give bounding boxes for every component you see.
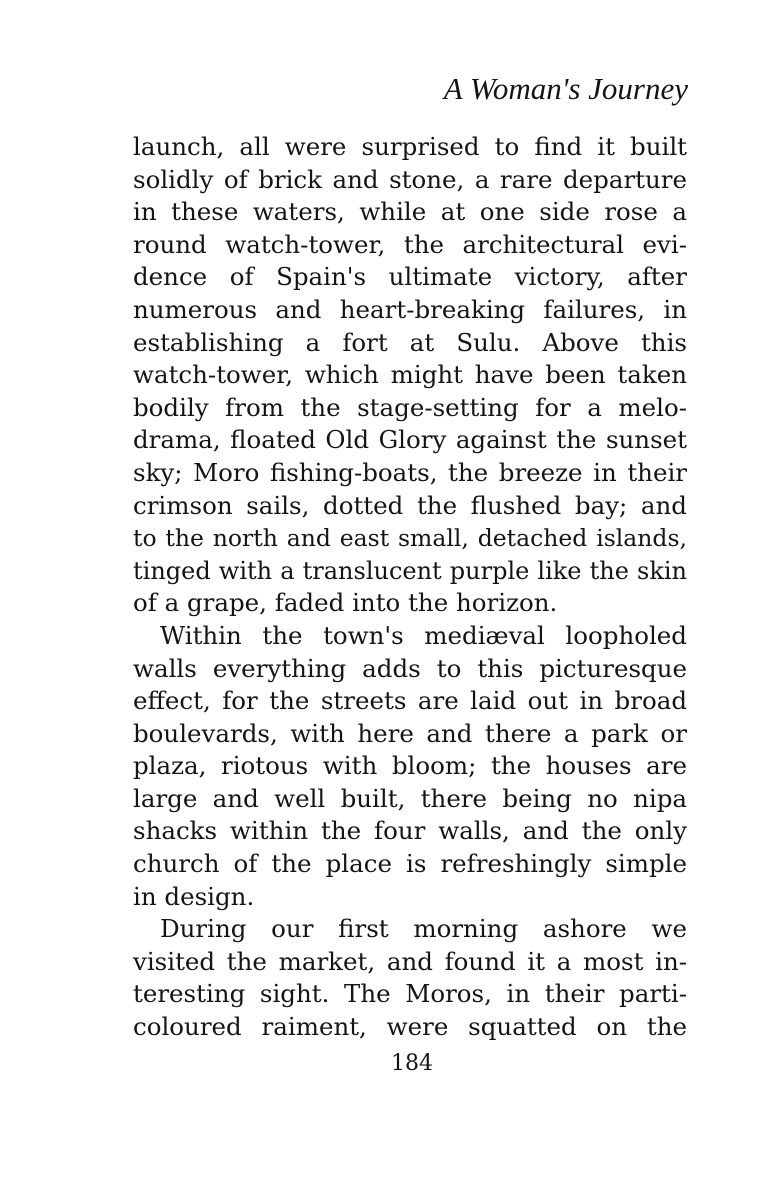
text-line: plaza, riotous with bloom; the houses are [133,751,687,781]
paragraph [133,620,687,913]
text-line: bodily from the stage-setting for a melo- [133,392,687,422]
text-line: visited the market, and found it a most in- [133,946,687,976]
text-line: in design. [133,881,255,911]
page-number: 184 [391,1051,433,1076]
text-line: coloured raiment, were squatted on the [133,1012,687,1042]
text-line: shacks within the four walls, and the only [133,816,687,846]
text-line: sky; Moro fishing-boats, the breeze in their [133,457,687,487]
text-line: boulevards, with here and there a park or [133,718,687,748]
text-line: launch, all were surprised to find it built [133,132,687,161]
paragraph [133,913,687,1043]
text-line: numerous and heart-breaking failures, in [133,294,687,324]
text-line: teresting sight. The Moros, in their parti- [133,979,687,1009]
body-text [133,131,687,1044]
text-line: large and well built, there being no nipa [133,783,687,813]
text-line: in these waters, while at one side rose a [133,197,687,227]
text-line: During our first morning ashore we [160,914,687,944]
running-head: A Woman's Journey [443,71,688,106]
text-line: dence of Spain's ultimate victory, after [133,262,687,292]
text-line: Within the town's mediæval loopholed [160,620,687,650]
text-line: of a grape, faded into the horizon. [133,588,558,618]
text-line: walls everything adds to this picturesque [133,653,687,683]
text-line: drama, floated Old Glory against the sunset [133,425,687,455]
text-line: tinged with a translucent purple like the skin [133,556,687,585]
paragraph [133,131,687,620]
text-line: establishing a fort at Sulu. Above this [133,327,687,357]
text-line: solidly of brick and stone, a rare departure [133,164,687,194]
text-line: round watch-tower, the architectural evi- [133,229,687,259]
text-line: church of the place is refreshingly simple [133,849,687,879]
text-line: crimson sails, dotted the flushed bay; and [133,490,687,520]
text-line: watch-tower, which might have been taken [133,360,687,390]
text-line: effect, for the streets are laid out in broad [133,686,687,716]
text-line: to the north and east small, detached islands, [133,524,687,553]
